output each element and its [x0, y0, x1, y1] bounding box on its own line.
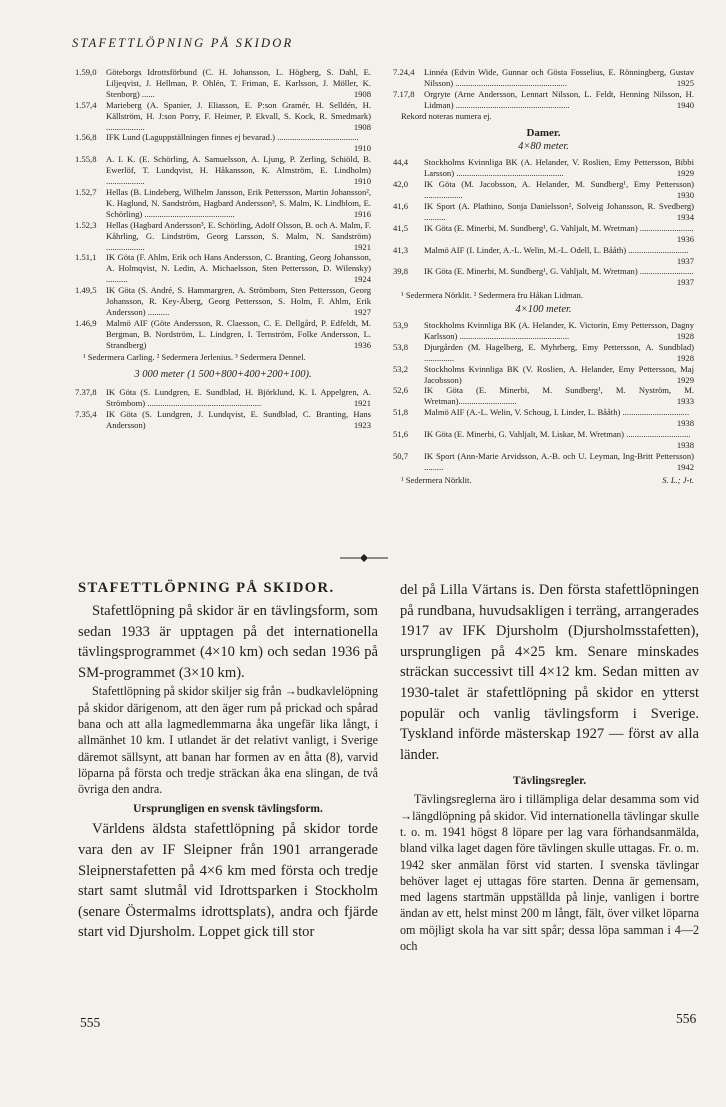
- record-year: 1936: [353, 339, 371, 350]
- relay-4x100-heading: 4×100 meter.: [515, 304, 572, 316]
- record-year: 1940: [676, 99, 694, 110]
- record-team: [424, 429, 694, 451]
- record-year: 1929: [676, 168, 694, 179]
- record-team: [424, 364, 694, 386]
- record-time: 1.51,1: [75, 252, 97, 263]
- record-year: 1936: [676, 233, 694, 244]
- record-team-text: Hellas (Hagbard Andersson³, E. Schörling, Adolf Olsson, B. och A. Malm, F. Kåhrling, G. Lindström, Georg Larsson, S. Malm, N. Sandström) ..................: [106, 219, 371, 252]
- record-time: 7.17,8: [393, 88, 415, 99]
- record-team-text: Stockholms Kvinnliga BK (V. Roslien, A. Helander, Emy Pettersson, Maj Jacobsson): [424, 363, 694, 385]
- record-team: [424, 407, 694, 429]
- record-entry: [393, 89, 694, 111]
- record-entry: [75, 318, 371, 351]
- record-time: 7.24,4: [393, 67, 415, 77]
- record-list: [393, 320, 694, 473]
- record-team-text: IK Göta (F. Ahlm, Erik och Hans Andersson, C. Branting, Georg Johansson, A. Holmqvist, N. Ledin, A. Michaelsson, Sten Pettersson, D. Wilensky) ..........: [106, 252, 371, 285]
- record-year: 1928: [676, 330, 694, 341]
- record-team: [106, 132, 371, 154]
- record-time: 53,9: [393, 320, 409, 331]
- record-team-text: IK Göta (S. Lundgren, J. Lundqvist, E. Sundblad, C. Branting, Hans Andersson): [106, 409, 371, 431]
- record-time: 1.52,7: [75, 186, 97, 197]
- record-team-text: Marieberg (A. Spanier, J. Eliasson, E. P:son Gramér, H. Selldén, H. Källström, H. J:son Porry, F. Heimer, P. Ekvall, S. Kock, R. Smedmark) ..................: [106, 99, 371, 132]
- record-entry: [393, 385, 694, 407]
- record-year: 1924: [353, 274, 371, 285]
- record-entry: [393, 245, 694, 267]
- record-team: [106, 220, 371, 253]
- record-list: [75, 387, 371, 431]
- record-team-text: Djurgården (M. Hagelberg, E. Myhrberg, Emy Pettersson, A. Sundblad) ..............: [424, 341, 694, 363]
- record-year: 1925: [676, 77, 694, 88]
- record-team: [424, 223, 694, 245]
- record-year: 1930: [676, 190, 694, 201]
- article-left-column: [78, 580, 378, 943]
- relay-4x80-heading: 4×80 meter.: [518, 141, 569, 153]
- record-note: Rekord noteras numera ej.: [401, 110, 492, 121]
- record-time: 41,3: [393, 244, 409, 255]
- record-time: 7.37,8: [75, 387, 97, 398]
- record-team-text: IK Sport (Ann-Marie Arvidsson, A.-B. och U. Leyman, Ing-Britt Pettersson) .........: [424, 450, 694, 472]
- running-head: STAFETTLÖPNING PÅ SKIDOR: [72, 36, 294, 50]
- record-time: 51,6: [393, 429, 409, 440]
- record-team-text: IK Göta (E. Minerbi, M. Sundberg¹, G. Vahljalt, M. Wretman) .........................: [424, 266, 694, 277]
- record-time: 41,5: [393, 222, 409, 233]
- body-paragraph: Världens äldsta stafettlöpning på skidor torde vara den av IF Sleipner från 1901 arrangerade Sleipnerstafetten på 4×6 km med första och tredje start samt slutmål vid Idrottsparken i Stockholm (senare Östermalms idrottsplats), andra och fjärde start vid Djursholm. Loppet gick till stor: [78, 821, 378, 941]
- record-year: 1937: [676, 277, 694, 288]
- article-title: STAFETTLÖPNING PÅ SKIDOR.: [78, 580, 335, 596]
- record-team-text: IK Göta (M. Jacobsson, A. Helander, M. Sundberg¹, Emy Pettersson) ..................: [424, 179, 694, 201]
- body-paragraph: Stafettlöpning på skidor skiljer sig från →budkavlelöpning på skidor därigenom, att den äger rum på prickad och spårad bana och att alla lagmedlemmarna åka ungefär lika långt, i allmänhet 10 km. I utlandet är det relativt vanligt, i Sverige däremot sällsynt, att banan har formen av en åtta (8), varvid löparna på första och tredje sträckan åka ena slingan, de två övriga den andra.: [78, 684, 378, 797]
- record-team-text: Orgryte (Arne Andersson, Lennart Nilsson, L. Feldt, Henning Nilsson, H. Lidman) .....................................................: [424, 88, 694, 110]
- record-team: [424, 266, 694, 288]
- page-number-left: 555: [80, 1015, 101, 1030]
- right-upper-column: [393, 67, 694, 486]
- left-upper-column: [75, 67, 371, 431]
- record-year: 1921: [353, 241, 371, 252]
- record-team: [424, 201, 694, 223]
- record-entry: [393, 67, 694, 89]
- author-signature: S. L.; J-t.: [662, 474, 694, 485]
- record-year: 1921: [353, 398, 371, 409]
- record-time: 1.46,9: [75, 317, 97, 328]
- record-team-text: Stockholms Kvinnliga BK (A. Helander, K. Victorin, Emy Pettersson, Dagny Karlsson) ...................................................: [424, 320, 694, 341]
- relay-subheading: 3 000 meter (1 500+800+400+200+100).: [134, 369, 312, 381]
- record-time: 51,8: [393, 407, 409, 418]
- record-entry: [393, 320, 694, 342]
- footnote-row: [393, 475, 694, 486]
- record-year: 1908: [353, 121, 371, 132]
- record-team: [106, 67, 371, 100]
- record-entry: [75, 409, 371, 431]
- record-team: [424, 245, 694, 267]
- record-team: [424, 385, 694, 407]
- record-year: 1937: [676, 255, 694, 266]
- record-team-text: Malmö AIF (Göte Andersson, R. Claesson, C. E. Dellgård, P. Edfeldt, M. Bergman, B. Nordström, L. Lindgren, I. Ternström, Folke Andersson, L. Strandberg): [106, 317, 371, 350]
- record-time: 1.52,3: [75, 219, 97, 230]
- record-team-text: IK Göta (E. Minerbi, M. Sundberg¹, G. Vahljalt, M. Wretman) .........................: [424, 222, 694, 233]
- record-entry: [75, 187, 371, 220]
- record-year: 1938: [676, 418, 694, 429]
- record-entry: [75, 387, 371, 409]
- record-time: 53,8: [393, 341, 409, 352]
- record-entry: [75, 132, 371, 154]
- record-time: 53,2: [393, 363, 409, 374]
- record-time: 42,0: [393, 179, 409, 190]
- record-entry: [393, 223, 694, 245]
- record-time: 1.49,5: [75, 285, 97, 296]
- record-time: 1.59,0: [75, 67, 97, 77]
- lead-paragraph: Stafettlöpning på skidor är en tävlingsform, som sedan 1933 är upptagen på det internationella tävlingsprogrammet (4×10 km) och sedan 1936 på SM-programmet (3×10 km).: [78, 603, 378, 681]
- record-team-text: Malmö AIF (A.-L. Welin, V. Schoug, I. Linder, L. Bååth) ...............................: [424, 407, 690, 418]
- record-entry: [393, 342, 694, 364]
- record-time: 52,6: [393, 385, 409, 396]
- record-team: [106, 409, 371, 431]
- record-entry: [75, 252, 371, 285]
- record-time: 41,6: [393, 200, 409, 211]
- record-entry: [393, 201, 694, 223]
- article-right-column: [400, 580, 699, 954]
- record-time: 1.57,4: [75, 99, 97, 110]
- record-year: 1916: [353, 208, 371, 219]
- record-team: [106, 154, 371, 187]
- footnote: ¹ Sedermera Nörklit.: [401, 474, 472, 485]
- record-team-text: A. I. K. (E. Schörling, A. Samuelsson, A. Ljung, P. Zerling, Schiöld, B. Ewerlöf, T. Lundqvist, H. Håkansson, K. Almström, E. Lindholm) ..................: [106, 154, 371, 187]
- record-year: 1927: [353, 306, 371, 317]
- record-year: 1934: [676, 211, 694, 222]
- section-divider: [340, 553, 388, 563]
- record-team: [106, 100, 371, 133]
- body-paragraph: Tävlingsreglerna äro i tillämpliga delar desamma som vid →längdlöpning på skidor. Vid internationella tävlingar skulle t. o. m. 1941 högst 8 löpare per lag vara förhandsanmälda, bland vilka laget dagen före tävlingen skulle uttagas. Fr. o. m. 1942 sker anmälan först vid starten. I svenska tävlingar behöver laget ej uttagas före starten. Denna är gemensam, med lagens startmän uppställda på linje, vanligen i bortre ändan av ett, helst minst 200 m långt, fält, över vilket löparna om möjligt skola ha var sitt spår; dessa löpa samman i 4—2 och: [400, 792, 699, 954]
- subheading: Ursprungligen en svensk tävlingsform.: [133, 803, 323, 816]
- page-number-right: 556: [676, 1011, 697, 1026]
- record-team: [424, 67, 694, 89]
- record-team: [106, 252, 371, 285]
- record-team: [424, 451, 694, 473]
- record-team-text: IK Göta (S. André, S. Hammargren, A. Strömbom, Sten Pettersson, Georg Johansson, R. Key-Åberg, Georg Pettersson, S. Holm, F. Ahlm, Erik Andersson) ..........: [106, 285, 371, 317]
- record-team: [106, 387, 371, 409]
- record-entry: [75, 154, 371, 187]
- record-time: 7.35,4: [75, 409, 97, 420]
- record-team-text: IK Göta (E. Minerbi, M. Sundberg¹, M. Nyström, M. Wretman)...........................: [424, 385, 694, 407]
- record-entry: [393, 157, 694, 179]
- record-team: [106, 285, 371, 318]
- record-year: 1929: [676, 374, 694, 385]
- record-team: [424, 157, 694, 179]
- record-team-text: IFK Lund (Laguppställningen finnes ej bevarad.) ......................................: [106, 132, 359, 143]
- footnote: ¹ Sedermera Carling. ² Sedermera Jerlenius. ³ Sedermera Dennel.: [83, 351, 306, 362]
- record-team: [106, 318, 371, 351]
- record-time: 1.56,8: [75, 132, 97, 143]
- record-year: 1938: [676, 440, 694, 450]
- record-entry: [393, 179, 694, 201]
- record-time: 1.55,8: [75, 154, 97, 165]
- record-entry: [393, 451, 694, 473]
- record-team: [106, 187, 371, 220]
- record-entry: [75, 67, 371, 100]
- women-heading: Damer.: [526, 126, 561, 139]
- record-year: 1910: [353, 176, 371, 187]
- record-year: 1910: [353, 143, 371, 154]
- record-entry: [75, 100, 371, 133]
- record-entry: [393, 429, 694, 451]
- record-year: 1933: [676, 396, 694, 407]
- record-year: 1928: [676, 352, 694, 363]
- record-team: [424, 342, 694, 364]
- record-year: 1923: [353, 420, 371, 431]
- record-list: [393, 157, 694, 288]
- record-time: 50,7: [393, 450, 409, 461]
- subheading: Tävlingsregler.: [512, 775, 587, 788]
- record-team-text: Stockholms Kvinnliga BK (A. Helander, V. Roslien, Emy Pettersson, Bibbi Larsson) ..................................................: [424, 157, 694, 179]
- record-entry: [393, 364, 694, 386]
- record-time: 44,4: [393, 157, 409, 168]
- record-entry: [393, 266, 694, 288]
- record-team-text: Göteborgs Idrottsförbund (C. H. Johansson, L. Högberg, S. Dahl, E. Liljeqvist, J. Hellman, P. Ohlén, T. Friman, E. Karlsson, J. Möller, K. Stenborg) ......: [106, 67, 371, 99]
- record-team-text: IK Göta (E. Minerbi, G. Vahljalt, M. Liskar, M. Wretman) ..............................: [424, 429, 691, 440]
- record-year: 1908: [353, 88, 371, 99]
- record-team-text: IK Göta (S. Lundgren, E. Sundblad, H. Björklund, K. I. Appelgren, A. Strömbom) .....................................................: [106, 387, 371, 409]
- record-entry: [75, 220, 371, 253]
- record-time: 39,8: [393, 266, 409, 277]
- body-paragraph: del på Lilla Värtans is. Den första stafettlöpningen på rundbana, huvudsakligen i terräng, arrangerades 1917 av IFK Djursholm (Djursholmsstafetten), ursprungligen på 4×25 km. Senare minskades sträckan successivt till 4×12 km. Sedan mitten av 1930-talet är stafettlöpning på skidor en ytterst populär och vanlig tävlingsform i Sverige. Tyskland införde mästerskap 1927 — först av alla länder.: [400, 582, 699, 763]
- record-entry: [75, 285, 371, 318]
- footnote: ¹ Sedermera Nörklit. ² Sedermera fru Håkan Lidman.: [401, 290, 583, 301]
- record-team: [424, 179, 694, 201]
- record-team-text: IK Sport (A. Plathino, Sonja Danielsson², Solveig Johansson, R. Svedberg) ..........: [424, 200, 694, 222]
- record-team-text: Hellas (B. Lindeberg, Wilhelm Jansson, Erik Pettersson, Martin Johansson², K. Haglund, N. Sandström, Hagbard Andersson³, S. Malm, K. Lindblom, E. Schörling) ..........................................: [106, 186, 371, 219]
- record-list: [75, 67, 371, 351]
- record-team-text: Malmö AIF (I. Linder, A.-L. Welin, M.-L. Odell, L. Bååth) ............................: [424, 244, 689, 255]
- record-list: [393, 67, 694, 111]
- record-entry: [393, 407, 694, 429]
- record-year: 1942: [676, 461, 694, 472]
- record-team-text: Linnéa (Edvin Wide, Gunnar och Gösta Fosselius, E. Rönningberg, Gustav Nilsson) ....................................................: [424, 67, 694, 88]
- record-team: [424, 89, 694, 111]
- record-team: [424, 320, 694, 342]
